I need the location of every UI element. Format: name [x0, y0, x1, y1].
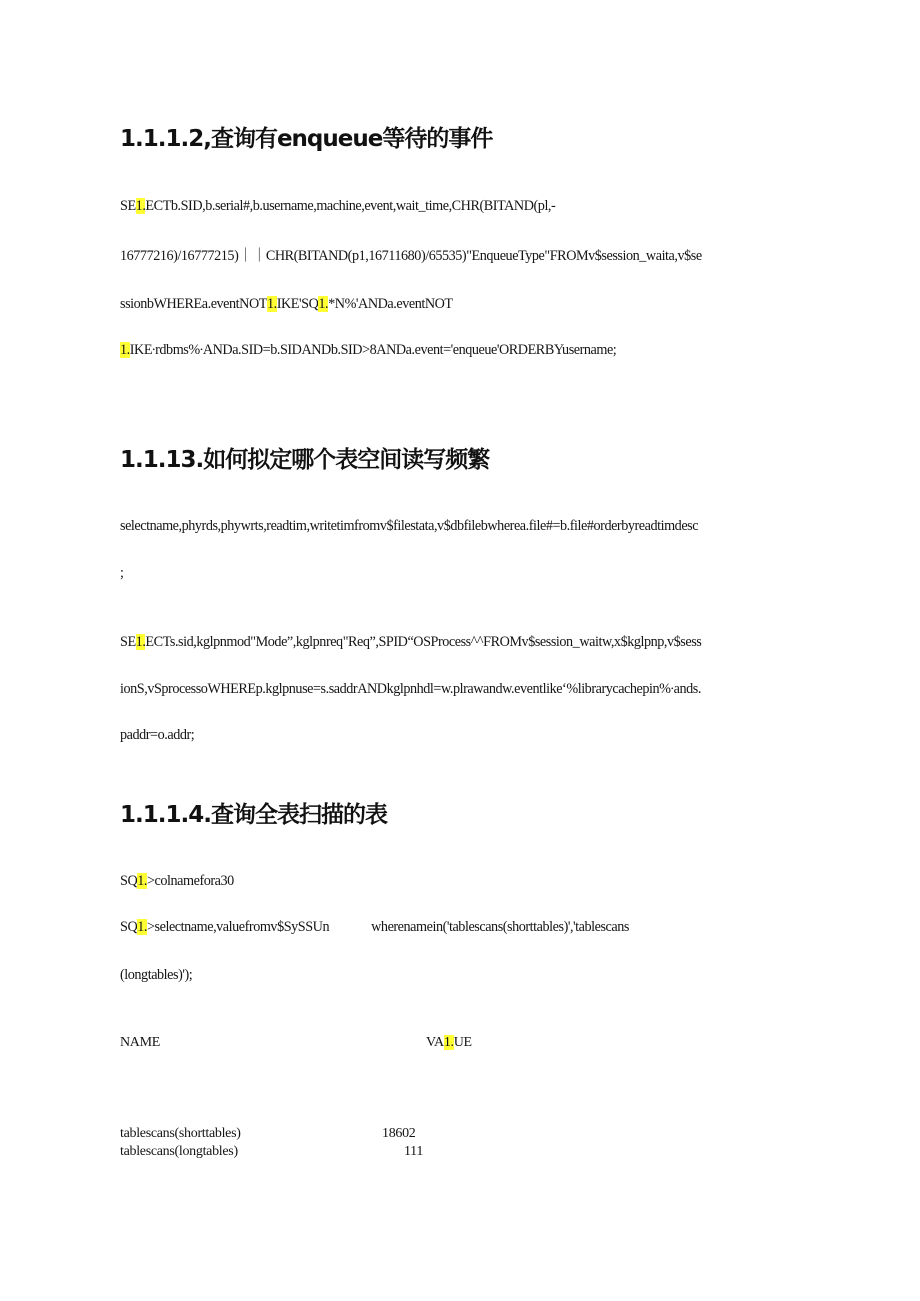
- text-segment: (longtables)');: [120, 967, 193, 983]
- text-segment: IKE'SQ: [276, 296, 319, 312]
- section-heading-full-table-scan: 1.1.1.4.查询全表扫描的表: [120, 802, 387, 828]
- result-row-name: tablescans(shorttables): [120, 1126, 241, 1141]
- code-line: [120, 967, 192, 984]
- highlighted-text: 1.: [120, 342, 130, 358]
- text-segment: *N%'ANDa.eventNOT: [328, 296, 453, 312]
- code-line: [120, 873, 234, 890]
- highlighted-text: 1.: [135, 198, 146, 214]
- text-segment: >colnamefora30: [147, 873, 234, 889]
- text-segment: paddr=o.addr;: [120, 727, 195, 743]
- text-segment: SE: [120, 634, 136, 650]
- text-segment: IKE∙rdbms%∙ANDa.SID=b.SIDANDb.SID>8ANDa.event='enqueue'ORDERBYusername;: [129, 342, 617, 358]
- text-segment: VA: [426, 1035, 444, 1050]
- text-segment: ionS,vSprocessoWHEREp.kglpnuse=s.saddrANDkglpnhdl=w.plrawandw.eventlike‘%librarycachepin%∙ands.: [120, 681, 701, 697]
- code-line: [120, 681, 701, 698]
- text-segment: selectname,phyrds,phywrts,readtim,writetimfromv$filestata,v$dbfilebwherea.file#=b.file#orderbyreadtimdesc: [120, 518, 699, 534]
- code-line: [120, 198, 555, 215]
- code-line: [120, 245, 702, 265]
- highlighted-text: 1.: [266, 296, 277, 312]
- code-line: [120, 342, 616, 359]
- highlighted-text: 1.: [443, 1035, 454, 1050]
- highlighted-text: 1.: [137, 873, 147, 889]
- result-row-value: 18602: [382, 1126, 416, 1141]
- result-header-name: NAME: [120, 1035, 161, 1050]
- highlighted-text: 1.: [137, 919, 147, 935]
- code-line: [120, 727, 194, 744]
- text-segment: SQ: [120, 919, 138, 935]
- highlighted-text: 1.: [135, 634, 146, 650]
- code-line: [120, 919, 629, 936]
- code-line: [120, 565, 124, 582]
- section-heading-tablespace-io: 1.1.13.如何拟定哪个表空间读写频繁: [120, 447, 490, 473]
- text-segment: UE: [453, 1035, 472, 1050]
- text-segment: ;: [120, 565, 124, 581]
- text-segment: ECTb.SID,b.serial#,b.username,machine,event,wait_time,CHR(BITAND(pl,-: [145, 198, 556, 214]
- text-segment: SE: [120, 198, 136, 214]
- result-header-value: [426, 1035, 472, 1051]
- text-segment: SQ: [120, 873, 138, 889]
- result-row-value: 111: [404, 1144, 424, 1159]
- text-segment: ECTs.sid,kglpnmod"Mode”,kglpnreq"Req”,SPID“OSProcess^^FROMv$session_waitw,x$kglpnp,v$sess: [145, 634, 702, 650]
- text-segment: 16777216)/16777215)｜｜CHR(BITAND(p1,16711680)/65535)"EnqueueType"FROMv$session_waita,v$se: [120, 248, 702, 264]
- section-heading-enqueue: 1.1.1.2,查询有enqueue等待的事件: [120, 126, 493, 152]
- text-segment: wherenamein('tablescans(shorttables)','tablescans: [371, 919, 629, 935]
- highlighted-text: 1.: [318, 296, 329, 312]
- code-line: [120, 518, 698, 535]
- text-segment: ssionbWHEREa.eventNOT: [120, 296, 267, 312]
- code-line: [120, 296, 453, 313]
- text-segment: >selectname,valuefromv$SySSUn: [147, 919, 330, 935]
- result-row-name: tablescans(longtables): [120, 1144, 238, 1159]
- code-line: [120, 634, 701, 651]
